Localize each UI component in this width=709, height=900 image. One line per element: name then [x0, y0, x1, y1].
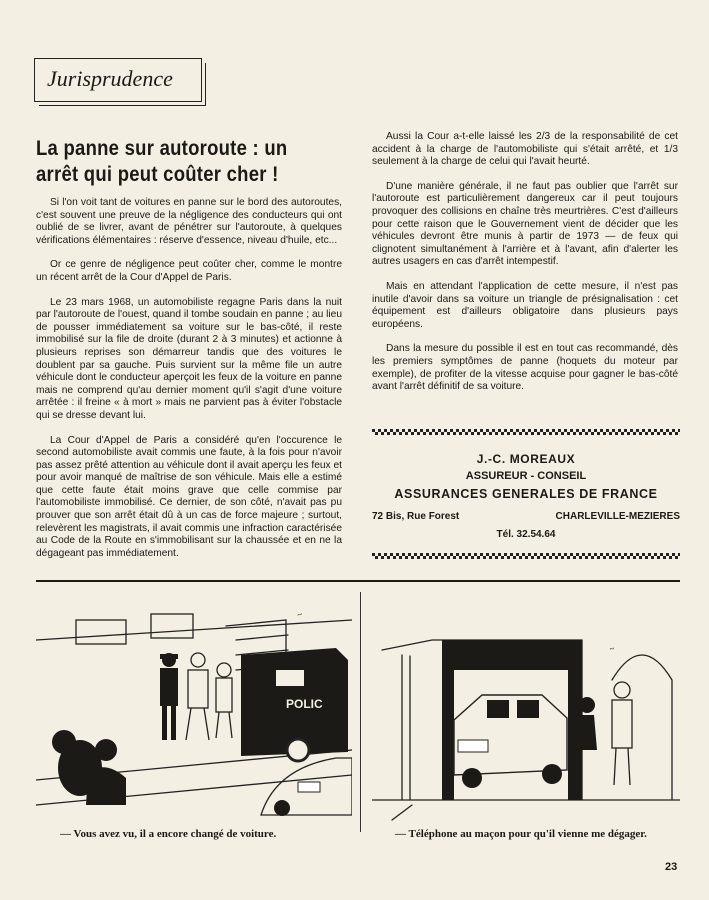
cartoon-divider: [360, 592, 361, 832]
article-headline: La panne sur autoroute : un arrêt qui peut coûter cher !: [36, 136, 288, 186]
ad-border-top: [372, 429, 680, 435]
ad-city: CHARLEVILLE-MEZIERES: [555, 511, 680, 522]
paragraph: Aussi la Cour a-t-elle laissé les 2/3 de la responsabilité de cet accident à la charge de l'automobiliste qui s'était arrêté, et 1/3 seulement à la charge de celui qui l'avait heurté.: [372, 131, 678, 168]
page-number: 23: [665, 861, 678, 873]
paragraph: Mais en attendant l'application de cette mesure, il n'est pas inutile d'avoir dans sa voiture un triangle de présignalisation : cet équipement est d'ailleurs obligatoire dans plusieurs pays européens.: [372, 280, 678, 330]
svg-text:~: ~: [608, 643, 616, 654]
cartoon-police-illustration: [36, 600, 352, 822]
paragraph: Dans la mesure du possible il est en tout cas recommandé, dès les premiers symptômes de panne (hoquets du moteur par exemple), de profiter de la vitesse acquise pour gagner le bas-côté avant l'arrêt définitif de sa voiture.: [372, 343, 678, 393]
ad-address: 72 Bis, Rue Forest: [372, 511, 460, 522]
ad-phone: Tél. 32.54.64: [496, 529, 556, 540]
section-rubric: [34, 58, 202, 102]
paragraph: Or ce genre de négligence peut coûter cher, comme le montre un récent arrêt de la Cour d'Appel de Paris.: [36, 259, 342, 283]
paragraph: Si l'on voit tant de voitures en panne sur le bord des autoroutes, c'est souvent une preuve de la négligence des conducteurs qui ont oublié de se livrer, avant de pénétrer sur l'autoroute, à quelques vérifications élémentaires : réserve d'essence, niveau d'huile, etc...: [36, 197, 342, 246]
article-column-left: [36, 197, 342, 572]
paragraph: D'une manière générale, il ne faut pas oublier que l'arrêt sur l'autoroute est particulièrement dangereux car il peut toujours provoquer des collisions en chaîne très meurtrières. C'est d'ailleurs pour cette raison que le Gouvernement vient de décider que les véhicules devront être munis à partir de 1973 — de feux qui clignotent simultanément à l'arrière et à l'avant, afin d'alerter les autres usagers en cas d'arrêt intempestif.: [372, 180, 678, 268]
ad-border-bottom: [372, 553, 680, 559]
ad-role: ASSUREUR - CONSEIL: [465, 470, 587, 482]
cartoon-garage-illustration: [372, 600, 680, 822]
ad-company: ASSURANCES GENERALES DE FRANCE: [394, 487, 658, 501]
cartoon-caption-left: — Vous avez vu, il a encore changé de voiture.: [60, 828, 277, 840]
van-lettering: POLIC: [286, 697, 323, 711]
section-divider: [36, 580, 680, 582]
ad-name: J.-C. MOREAUX: [476, 452, 576, 466]
paragraph: Le 23 mars 1968, un automobiliste regagne Paris dans la nuit par l'autoroute de l'ouest, quand il tombe soudain en panne ; au lieu de pousser immédiatement sa voiture sur le bas-côté, il reste immobilisé sur la file de droite (durant 2 à 3 minutes) et actionne à plusieurs reprises son démarreur tandis que des voitures le doublent par sa gauche. Puis survient sur la même file un autre véhicule dont le conducteur aperçoit les feux de la voiture en panne mais ne comprend qu'au dernier moment qu'il s'agit d'une voiture arrêtée : il freine « à mort » mais ne parvient pas à éviter l'obstacle qui se dresse devant lui.: [36, 296, 342, 421]
svg-text:~: ~: [295, 609, 304, 620]
cartoon-caption-right: — Téléphone au maçon pour qu'il vienne me dégager.: [395, 828, 647, 840]
section-rubric-label: Jurisprudence: [47, 66, 173, 91]
paragraph: La Cour d'Appel de Paris a considéré qu'en l'occurence le second automobiliste avait commis une faute, à la fois pour n'avoir pas assez prêté attention au véhicule dont il avait aperçu les feux et pour avoir manqué de maîtrise de son véhicule. Mais elle a estimé que cette faute était moins grave que celle commise par l'automobiliste immobilisé. Ce dernier, de son côté, n'avait pas pu prouver que son arrêt était dû à un cas de force majeure ; surtout, relevèrent les magistrats, il avait commis une infraction caractérisée au Code de la Route en s'immobilisant sur la chaussée et en ne la dégageant pas immédiatement.: [36, 434, 342, 559]
article-column-right: [372, 131, 678, 406]
